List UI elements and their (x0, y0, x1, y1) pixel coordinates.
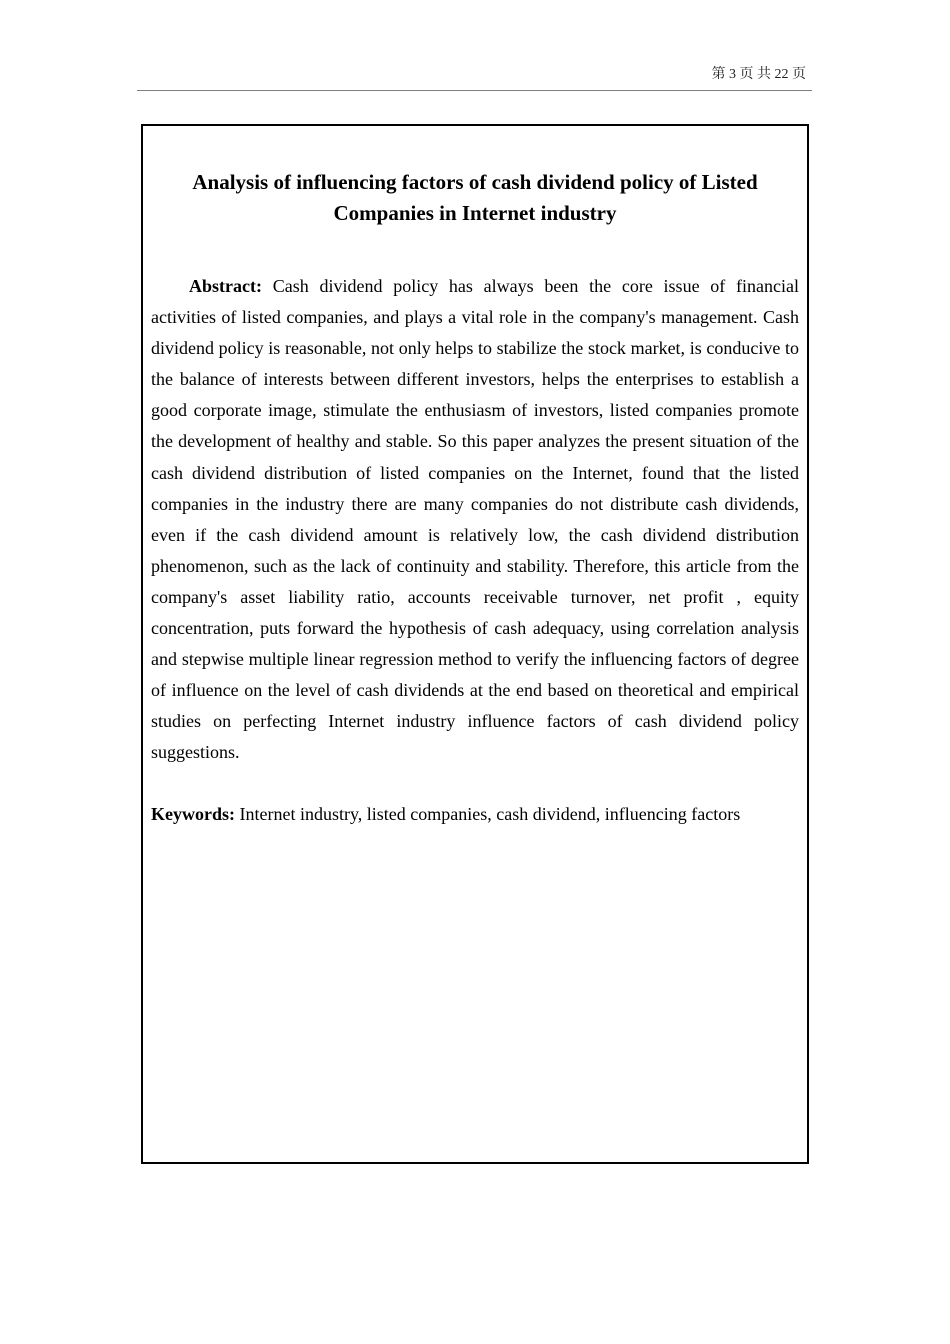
document-title: Analysis of influencing factors of cash dividend policy of Listed Companies in Internet industry (192, 170, 758, 225)
content-box (141, 124, 809, 1164)
page-header (137, 66, 812, 91)
abstract-label: Abstract: (189, 276, 262, 296)
page-number: 第 3 页 共 22 页 (711, 67, 806, 82)
keywords-paragraph (151, 799, 799, 830)
keywords-text: Internet industry, listed companies, cash dividend, influencing factors (239, 804, 741, 824)
keywords-label: Keywords: (151, 804, 235, 824)
abstract-paragraph (151, 271, 799, 769)
abstract-text: Cash dividend policy has always been the core issue of financial activities of listed companies, and plays a vital role in the company's management. Cash dividend policy is reasonable, not only helps to stabilize the stock market, is conducive to the balance of interests between different investors, helps the enterprises to establish a good corporate image, stimulate the enthusiasm of investors, listed companies promote the development of healthy and stable. So this paper analyzes the present situation of the cash dividend distribution of listed companies on the Internet, found that the listed companies in the industry there are many companies do not distribute cash dividends, even if the cash dividend amount is relatively low, the cash dividend distribution phenomenon, such as the lack of continuity and stability. Therefore, this article from the company's asset liability ratio, accounts receivable turnover, net profit , equity concentration, puts forward the hypothesis of cash adequacy, using correlation analysis and stepwise multiple linear regression method to verify the influencing factors of degree of influence on the level of cash dividends at the end based on theoretical and empirical studies on perfecting Internet industry influence factors of cash dividend policy suggestions. (151, 276, 799, 763)
